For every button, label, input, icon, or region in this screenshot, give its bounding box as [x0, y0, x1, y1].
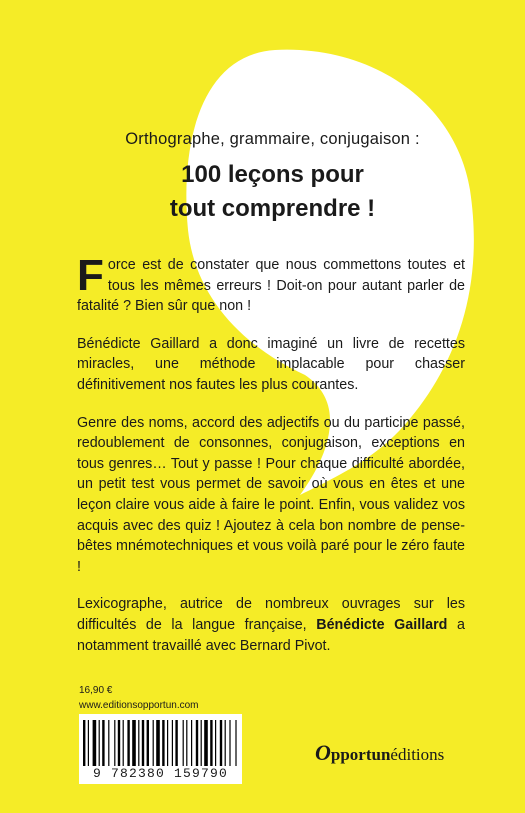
subtitle: Orthographe, grammaire, conjugaison : — [125, 130, 420, 148]
price: 16,90 € — [79, 685, 113, 696]
barcode-icon — [83, 720, 238, 768]
author-name: Bénédicte Gaillard — [316, 616, 448, 633]
paragraph-3: Genre des noms, accord des adjectifs ou du participe passé, redoublement de consonnes, conjugaison, exceptions en tous genres… Tout y passe ! Pour chaque difficulté abordée, un petit test vous permet de savoir où vous en êtes et une leçon claire vous aide à faire le point. Enfin, vous validez vos acquis avec des quiz ! Ajoutez à cela bon nombre de pense-bêtes mnémotechniques et vous voilà paré pour le zéro faute ! — [77, 414, 465, 575]
title-line-2: tout comprendre ! — [169, 195, 376, 222]
paragraph-4 — [77, 594, 465, 656]
title-line-1: 100 leçons pour — [181, 161, 364, 188]
publisher-name-bold: pportun — [330, 745, 391, 764]
drop-cap: F — [77, 251, 104, 300]
publisher-logo — [315, 740, 485, 766]
paragraph-2: Bénédicte Gaillard a donc imaginé un livre de recettes miracles, une méthode implacable pour chasser définitivement nos fautes les plus courantes. — [77, 335, 465, 393]
book-title — [60, 158, 485, 226]
barcode — [79, 714, 242, 784]
isbn-digits: 9 782380 159790 — [83, 766, 238, 781]
paragraph-4-end: a notamment travaillé avec Bernard Pivot. — [77, 616, 465, 654]
paragraph-1 — [77, 251, 465, 317]
publisher-url: www.editionsopportun.com — [79, 700, 199, 711]
paragraph-1-text: orce est de constater que nous commettons toutes et tous les mêmes erreurs ! Doit-on pour autant parler de fatalité ? Bien sûr que non ! — [77, 257, 465, 315]
publisher-name-rest: éditions — [390, 745, 445, 764]
publisher-logo-o: O — [315, 740, 331, 765]
blurb — [77, 251, 465, 673]
paragraph-4-start: Lexicographe, autrice de nombreux ouvrages sur les difficultés de la langue française, — [77, 596, 465, 633]
